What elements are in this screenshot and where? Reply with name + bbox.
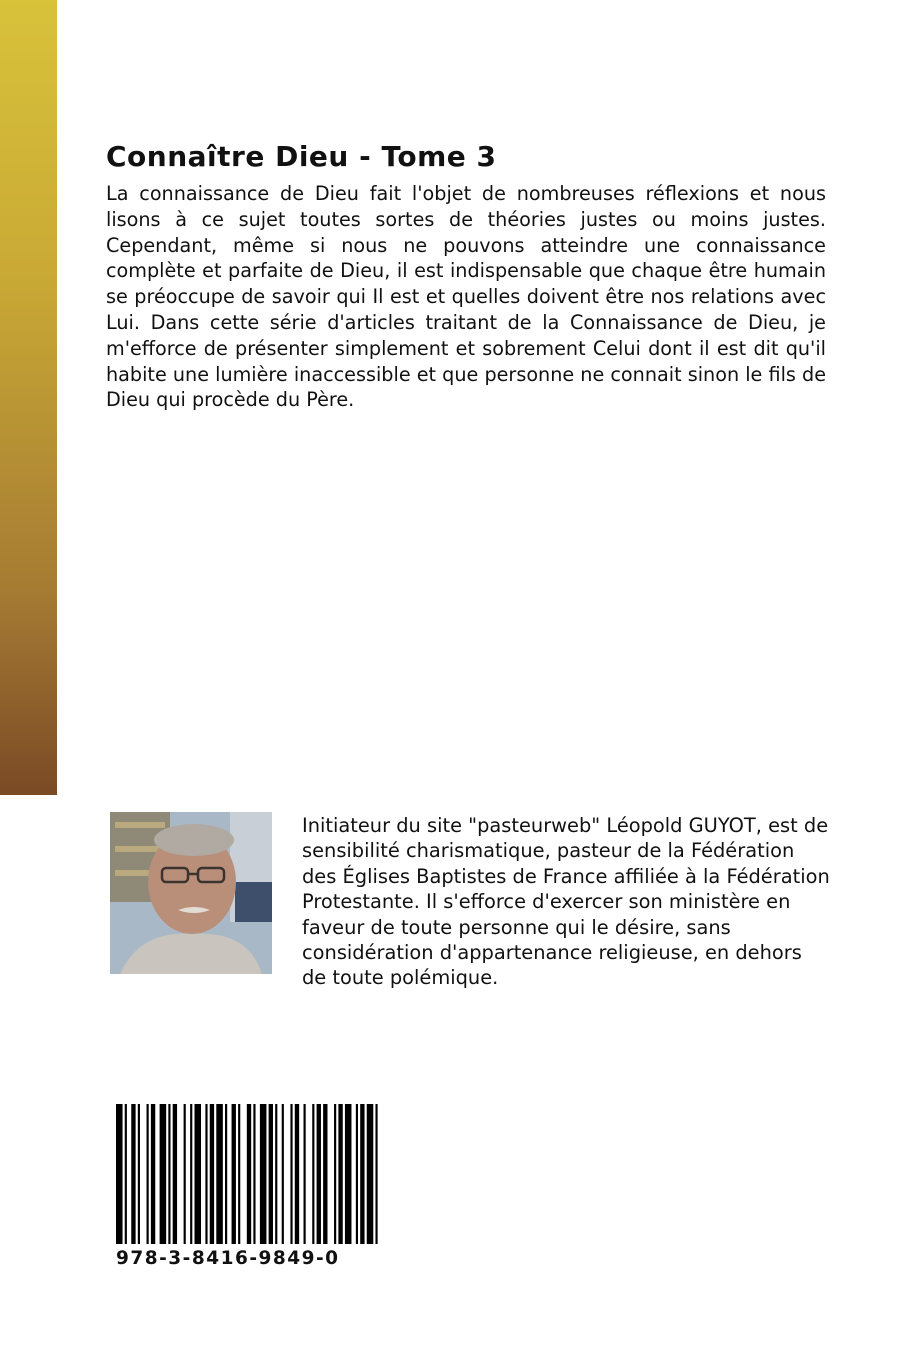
barcode-bar: [317, 1104, 321, 1244]
barcode-bar: [247, 1104, 251, 1244]
barcode-bar: [216, 1104, 223, 1244]
barcode-bar: [269, 1104, 273, 1244]
barcode-bar: [147, 1104, 149, 1244]
barcode-bar: [160, 1104, 167, 1244]
barcode-bar: [253, 1104, 255, 1244]
barcode-bar: [168, 1104, 170, 1244]
barcode-bar: [312, 1104, 314, 1244]
barcode-bar: [173, 1104, 177, 1244]
barcode-bar: [194, 1104, 201, 1244]
barcode-bar: [323, 1104, 327, 1244]
barcode-bar: [238, 1104, 240, 1244]
barcode-bar: [125, 1104, 127, 1244]
barcode-bar: [225, 1104, 227, 1244]
barcode-bar: [334, 1104, 336, 1244]
barcode-bar: [304, 1104, 306, 1244]
barcode-bar: [338, 1104, 342, 1244]
author-bio: Initiateur du site "pasteurweb" Léopold GUYOT, est de sensibilité charismatique, pasteur de la Fédération des Églises Baptistes de France affiliée à la Fédération Protestante. Il s'efforce d'exercer son ministère en faveur de toute personne qui le désire, sans considération d'appartenance religieuse, en dehors de toute polémique.: [302, 814, 830, 990]
barcode-bar: [275, 1104, 277, 1244]
barcode-bar: [131, 1104, 135, 1244]
barcode-bar: [210, 1104, 214, 1244]
spine-color-band: [0, 0, 57, 795]
barcode-bar: [151, 1104, 155, 1244]
book-title: Connaître Dieu - Tome 3: [106, 140, 497, 173]
barcode-bar: [116, 1104, 123, 1244]
book-description: La connaissance de Dieu fait l'objet de nombreuses réflexions et nous lisons à ce sujet toutes sortes de théories justes ou moins justes. Cependant, même si nous ne pouvons atteindre une connaissance complète et parfaite de Dieu, il est indispensable que chaque être humain se préoccupe de savoir qui Il est et quelles doivent être nos relations avec Lui. Dans cette série d'articles traitant de la Connaissance de Dieu, je m'efforce de présenter simplement et sobrement Celui dont il est dit qu'il habite une lumière inaccessible et que personne ne connait sinon le fils de Dieu qui procède du Père.: [106, 182, 826, 412]
barcode-bar: [345, 1104, 352, 1244]
barcode-bar: [138, 1104, 140, 1244]
barcode-bar: [375, 1104, 377, 1244]
barcode-bar: [290, 1104, 292, 1244]
barcode-bar: [232, 1104, 236, 1244]
barcode-bar: [184, 1104, 186, 1244]
barcode-bar: [295, 1104, 299, 1244]
barcode-bar: [190, 1104, 192, 1244]
barcode-bar: [356, 1104, 358, 1244]
barcode-bar: [367, 1104, 374, 1244]
barcode: [116, 1104, 382, 1244]
isbn-number: 978-3-8416-9849-0: [116, 1248, 340, 1269]
barcode-bar: [205, 1104, 207, 1244]
barcode-bar: [282, 1104, 284, 1244]
barcode-bar: [360, 1104, 364, 1244]
barcode-bar: [260, 1104, 267, 1244]
author-photo: [110, 812, 272, 974]
